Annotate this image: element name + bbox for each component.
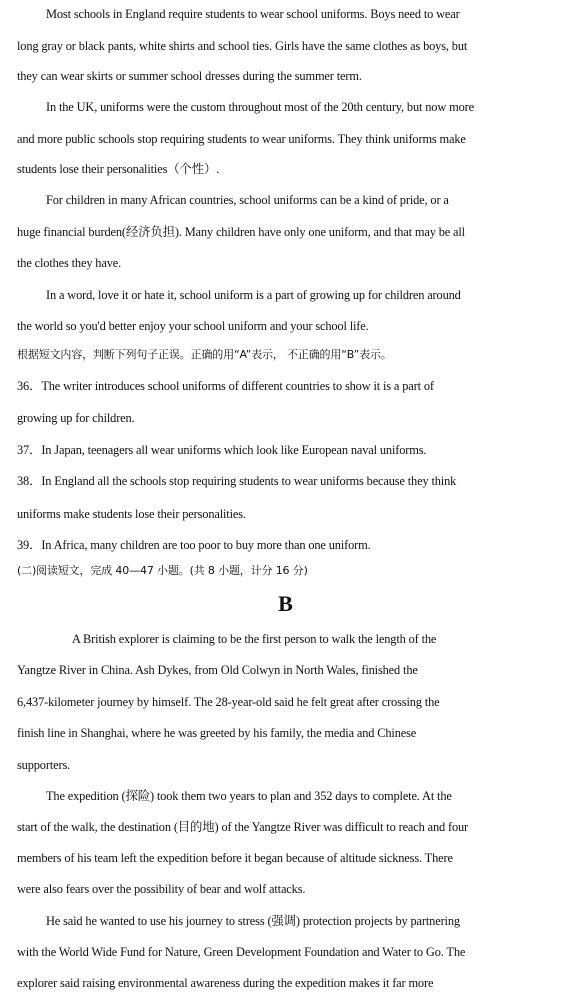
passage-a-line: Most schools in England require students to wear school uniforms. Boys need to wear bbox=[46, 7, 460, 21]
passage-a-line: students lose their personalities（个性）. bbox=[17, 162, 220, 176]
instructions: 根据短文内容，判断下列句子正误。正确的用“A”表示， 不正确的用“B”表示。 bbox=[17, 348, 392, 361]
passage-b-line: were also fears over the possibility of bear and wolf attacks. bbox=[17, 882, 306, 896]
question-37: 37．In Japan, teenagers all wear uniforms which look like European naval uniforms. bbox=[17, 443, 427, 457]
question-36: 36．The writer introduces school uniforms of different countries to show it is a part of bbox=[17, 379, 434, 393]
section-letter: B bbox=[278, 591, 293, 616]
passage-a-line: For children in many African countries, school uniforms can be a kind of pride, or a bbox=[46, 193, 449, 207]
passage-a-line: they can wear skirts or summer school dresses during the summer term. bbox=[17, 69, 362, 83]
passage-b-line: start of the walk, the destination (目的地) of the Yangtze River was difficult to reach and four bbox=[17, 820, 469, 834]
passage-b-line: supporters. bbox=[17, 758, 71, 772]
passage-a-line: huge financial burden(经济负担). Many children have only one uniform, and that may be all bbox=[17, 225, 465, 239]
section-header: (二)阅读短文，完成 40—47 小题。(共 8 小题，计分 16 分) bbox=[17, 564, 308, 577]
passage-b-line: The expedition (探险) took them two years to plan and 352 days to complete. At the bbox=[46, 789, 452, 803]
passage-b-line: Yangtze River in China. Ash Dykes, from Old Colwyn in North Wales, finished the bbox=[17, 663, 418, 677]
passage-b-line: members of his team left the expedition before it began because of altitude sickness. There bbox=[17, 851, 453, 865]
question-36-cont: growing up for children. bbox=[17, 411, 135, 425]
passage-b-line: explorer said raising environmental awareness during the expedition makes it far more bbox=[17, 976, 434, 990]
passage-a-line: the clothes they have. bbox=[17, 256, 122, 270]
passage-a-line: In the UK, uniforms were the custom throughout most of the 20th century, but now more bbox=[46, 100, 474, 114]
passage-b-line: with the World Wide Fund for Nature, Green Development Foundation and Water to Go. The bbox=[17, 945, 466, 959]
passage-b-line: finish line in Shanghai, where he was greeted by his family, the media and Chinese bbox=[17, 726, 417, 740]
passage-a-line: In a word, love it or hate it, school uniform is a part of growing up for children around bbox=[46, 288, 461, 302]
question-38-cont: uniforms make students lose their personalities. bbox=[17, 507, 246, 521]
passage-a-line: the world so you'd better enjoy your school uniform and your school life. bbox=[17, 319, 369, 333]
passage-b-line: He said he wanted to use his journey to stress (强调) protection projects by partnering bbox=[46, 914, 460, 928]
passage-b-line: A British explorer is claiming to be the first person to walk the length of the bbox=[72, 632, 437, 646]
question-38: 38．In England all the schools stop requiring students to wear uniforms because they think bbox=[17, 474, 457, 488]
passage-a-line: long gray or black pants, white shirts and school ties. Girls have the same clothes as boys, but bbox=[17, 39, 468, 53]
question-39: 39．In Africa, many children are too poor to buy more than one uniform. bbox=[17, 538, 371, 552]
passage-a-line: and more public schools stop requiring students to wear uniforms. They think uniforms make bbox=[17, 132, 466, 146]
passage-b-line: 6,437-kilometer journey by himself. The 28-year-old said he felt great after crossing the bbox=[17, 695, 440, 709]
